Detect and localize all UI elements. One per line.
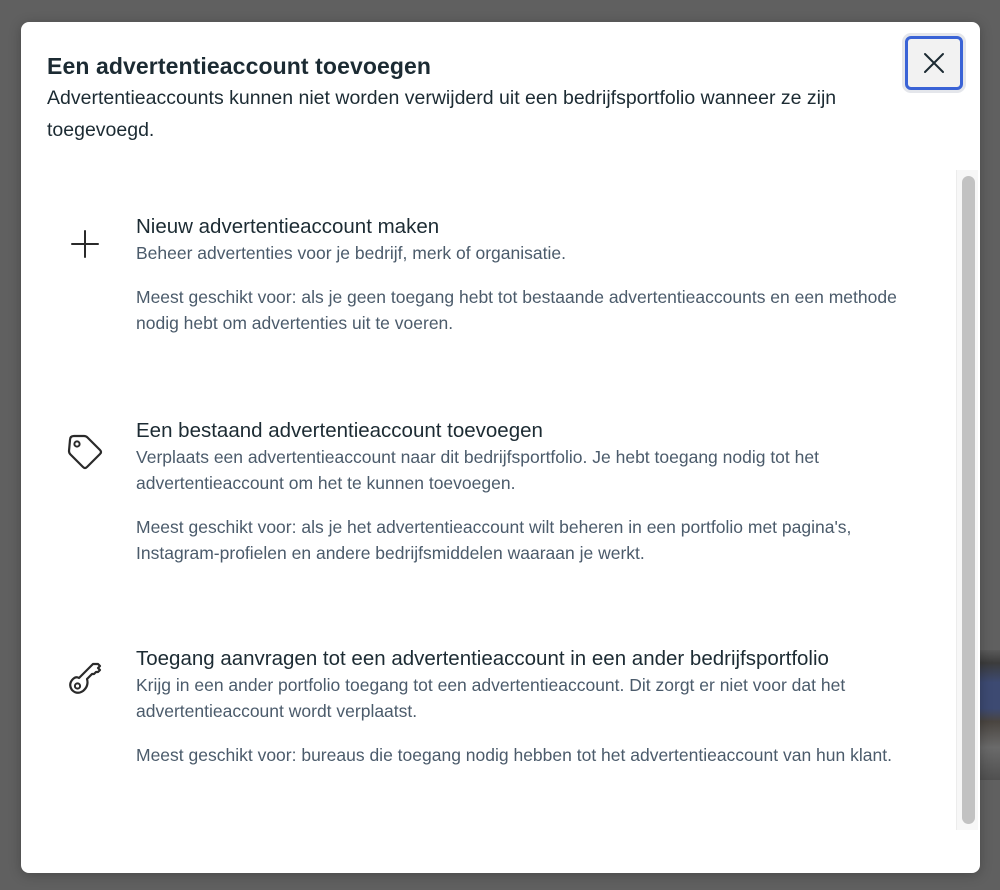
option-best-for: Meest geschikt voor: als je het advertentieaccount wilt beheren in een portfolio met pagina's, Instagram-profielen en andere bedrijfsmiddelen waaraan je werkt. [136, 517, 852, 563]
plus-icon [63, 222, 107, 266]
close-icon [923, 52, 945, 74]
options-list [21, 170, 956, 830]
option-description: Krijg in een ander portfolio toegang tot een advertentieaccount. Dit zorgt er niet voor dat het advertentieaccount wordt verplaatst. [136, 675, 846, 721]
option-description: Beheer advertenties voor je bedrijf, merk of organisatie. [136, 243, 566, 263]
dialog-title: Een advertentieaccount toevoegen [47, 53, 432, 79]
option-request-access-ad-account[interactable] [21, 646, 956, 806]
option-description: Verplaats een advertentieaccount naar dit bedrijfsportfolio. Je hebt toegang nodig tot het advertentieaccount om het te kunnen toevoegen. [136, 447, 819, 493]
option-body [136, 418, 936, 566]
dialog-header [47, 52, 887, 146]
add-ad-account-dialog [21, 22, 980, 873]
key-icon [63, 656, 107, 700]
option-title: Een bestaand advertentieaccount toevoegen [136, 419, 543, 442]
tag-icon [63, 430, 107, 474]
dialog-subtitle: Advertentieaccounts kunnen niet worden verwijderd uit een bedrijfsportfolio wanneer ze zijn toegevoegd. [47, 87, 837, 141]
options-scrollbar[interactable] [956, 170, 978, 830]
option-body [136, 214, 936, 336]
scrollbar-thumb[interactable] [962, 176, 975, 824]
option-title: Toegang aanvragen tot een advertentieaccount in een ander bedrijfsportfolio [136, 647, 829, 670]
option-best-for: Meest geschikt voor: als je geen toegang hebt tot bestaande advertentieaccounts en een methode nodig hebt om advertenties uit te voeren. [136, 287, 897, 333]
option-best-for: Meest geschikt voor: bureaus die toegang nodig hebben tot het advertentieaccount van hun klant. [136, 745, 892, 765]
background-page-content [980, 650, 1000, 780]
close-button[interactable] [905, 36, 963, 90]
option-add-existing-ad-account[interactable] [21, 418, 956, 578]
option-body [136, 646, 936, 768]
option-create-new-ad-account[interactable] [21, 214, 956, 364]
option-title: Nieuw advertentieaccount maken [136, 215, 440, 238]
